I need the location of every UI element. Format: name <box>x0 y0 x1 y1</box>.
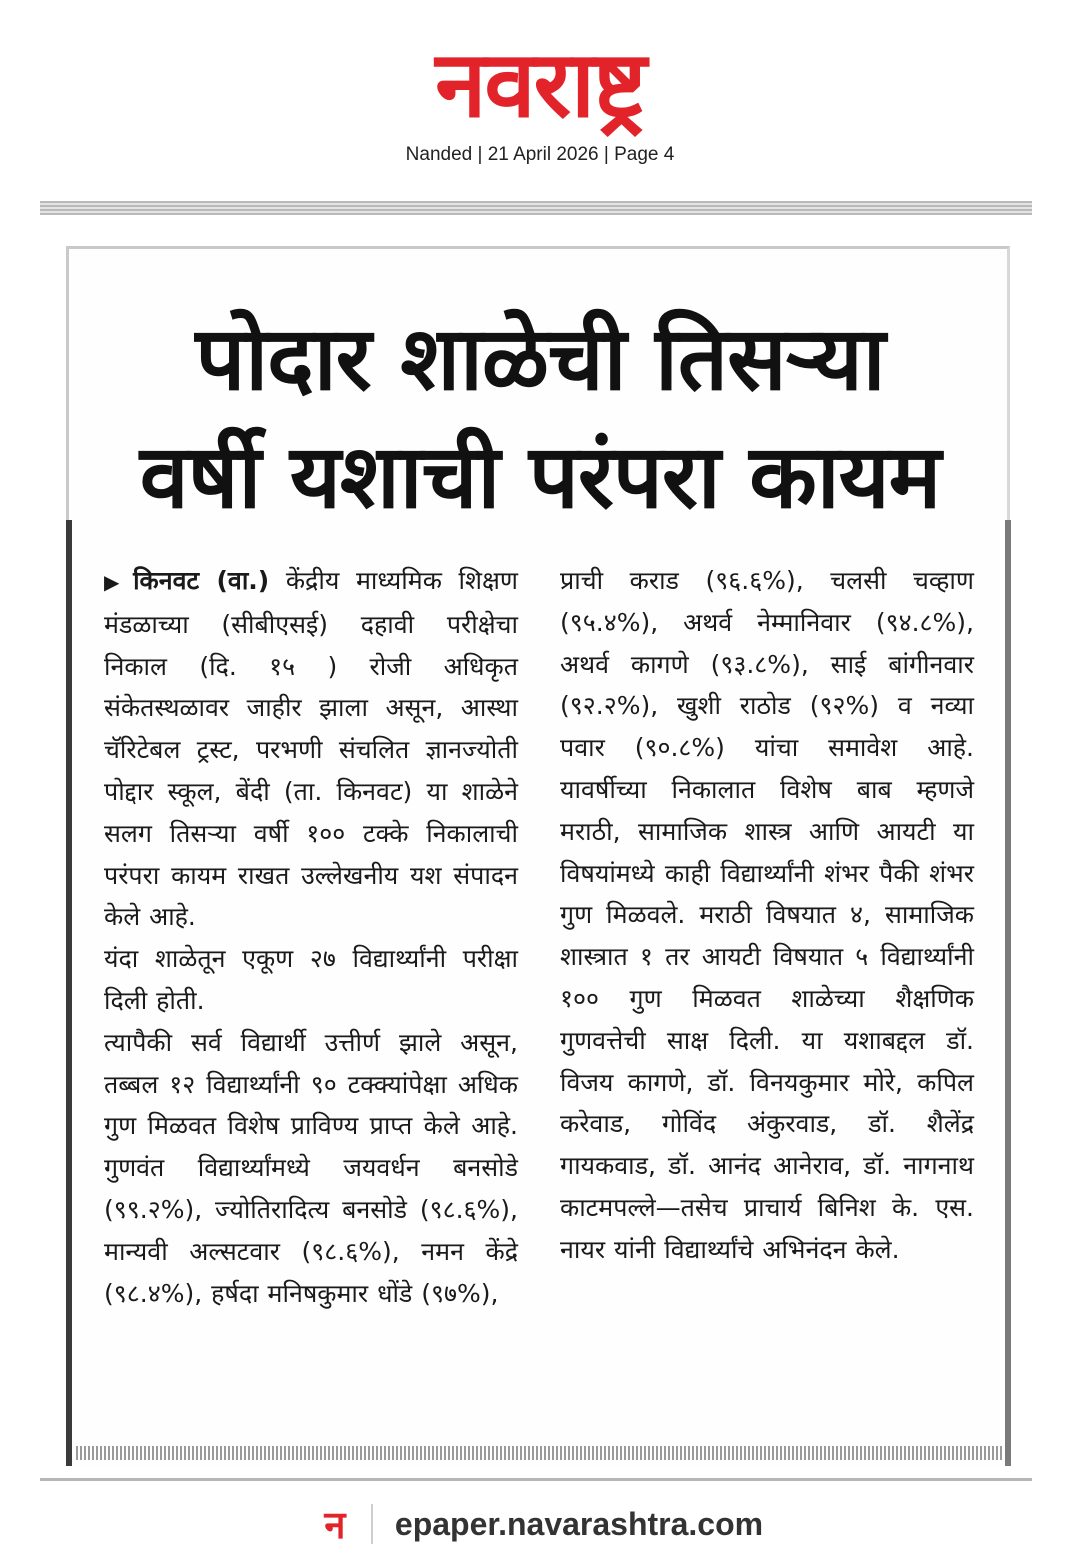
headline-line-1: पोदार शाळेची तिसऱ्या <box>195 307 885 410</box>
footer-rule <box>40 1478 1032 1481</box>
navarashtra-small-logo-icon: न <box>324 1503 346 1547</box>
dateline: किनवट (वा.) <box>133 566 270 595</box>
paragraph-2: यंदा शाळेतून एकूण २७ विद्यार्थ्यांनी परीक्षा दिली होती. <box>104 944 518 1015</box>
paragraph-4: प्राची कराड (९६.६%), चलसी चव्हाण (९५.४%), अथर्व नेम्मानिवार (९४.८%), अथर्व कागणे (९३.८%), साई बांगीनवार (९२.२%), खुशी राठोड (९२%) व नव्या पवार (९०.८%) यांचा समावेश आहे. यावर्षीच्या निकालात विशेष बाब म्हणजे मराठी, सामाजिक शास्त्र आणि आयटी या विषयांमध्ये काही विद्यार्थ्यांनी शंभर पैकी शंभर गुण मिळवले. मराठी विषयात ४, सामाजिक शास्त्रात १ तर आयटी विषयात ५ विद्यार्थ्यांनी १०० गुण मिळवत शाळेच्या शैक्षणिक गुणवत्तेची साक्ष दिली. या यशाबद्दल डॉ. विजय कागणे, डॉ. विनयकुमार मोरे, कपिल करेवाड, गोविंद अंकुरवाड, डॉ. शैलेंद्र गायकवाड, डॉ. आनंद आनेराव, डॉ. नागनाथ काटमपल्ले—तसेच प्राचार्य बिनिश के. एस. नायर यांनी विद्यार्थ्यांचे अभिनंदन केले. <box>560 566 974 1264</box>
paragraph-1-text: केंद्रीय माध्यमिक शिक्षण मंडळाच्या (सीबीएसई) दहावी परीक्षेचा निकाल (दि. १५ ) रोजी अधिकृत संकेतस्थळावर जाहीर झाला असून, आस्था चॅरिटेबल ट्रस्ट, परभणी संचलित ज्ञानज्योती पोद्दार स्कूल, बेंदी (ता. किनवट) या शाळेने सलग तिसऱ्या वर्षी १०० टक्के निकालाची परंपरा कायम राखत उल्लेखनीय यश संपादन केले आहे. <box>104 566 518 932</box>
footer-separator <box>371 1504 373 1544</box>
paragraph-1 <box>104 560 518 938</box>
article-column-right <box>560 560 974 1271</box>
epaper-url-link[interactable]: epaper.navarashtra.com <box>394 1505 764 1542</box>
masthead <box>0 30 1080 166</box>
article-column-left <box>104 560 518 1314</box>
article-right-border <box>1005 520 1011 1466</box>
footer <box>0 1494 1080 1554</box>
triangle-marker-icon: ▶ <box>104 570 128 594</box>
paragraph-3: त्यापैकी सर्व विद्यार्थी उत्तीर्ण झाले असून, तब्बल १२ विद्यार्थ्यांनी ९० टक्क्यांपेक्षा अधिक गुण मिळवत विशेष प्राविण्य प्राप्त केले आहे. गुणवंत विद्यार्थ्यांमध्ये जयवर्धन बनसोडे (९९.२%), ज्योतिरादित्य बनसोडे (९८.६%), मान्यवी अल्सटवार (९८.६%), नमन केंद्रे (९८.४%), हर्षदा मनिषकुमार धोंडे (९७%), <box>104 1027 518 1308</box>
article-left-border <box>66 520 72 1466</box>
bottom-dotted-rule <box>76 1446 1004 1460</box>
headline-line-2: वर्षी यशाची परंपरा कायम <box>139 425 941 528</box>
edition-line: Nanded | 21 April 2026 | Page 4 <box>405 144 675 165</box>
navarashtra-logo: नवराष्ट्र <box>435 31 645 138</box>
top-rule <box>40 201 1032 215</box>
article-headline <box>70 300 1010 536</box>
